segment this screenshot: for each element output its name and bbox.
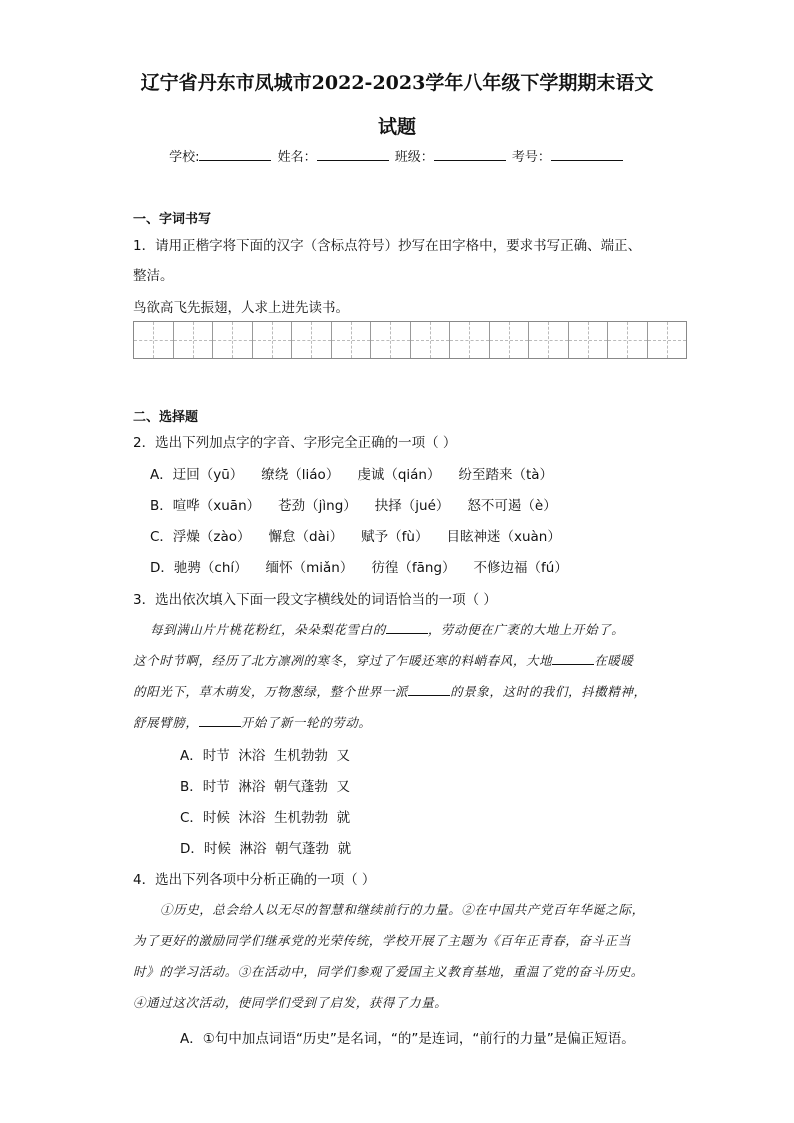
q3-blank-4[interactable] bbox=[199, 715, 241, 727]
grid-cell[interactable] bbox=[174, 322, 214, 358]
q3-stem: 3．选出依次填入下面一段文字横线处的词语恰当的一项（ ） bbox=[133, 592, 497, 608]
q2-stem: 2．选出下列加点字的字音、字形完全正确的一项（ ） bbox=[133, 435, 457, 451]
grid-cell[interactable] bbox=[411, 322, 451, 358]
grid-cell[interactable] bbox=[529, 322, 569, 358]
grid-cell[interactable] bbox=[490, 322, 530, 358]
id-blank[interactable] bbox=[551, 148, 623, 161]
q2-option-b[interactable] bbox=[150, 494, 575, 514]
grid-cell[interactable] bbox=[253, 322, 293, 358]
grid-cell[interactable] bbox=[213, 322, 253, 358]
q3-passage-line1: 每到满山片片桃花粉红，朵朵梨花雪白的 ，劳动便在广袤的大地上开始了。 bbox=[150, 622, 625, 637]
grid-cell[interactable] bbox=[608, 322, 648, 358]
q2-option-term: 懈怠（dài） bbox=[268, 529, 344, 545]
q2-option-term: 缅怀（miǎn） bbox=[265, 560, 354, 576]
q4-option-a[interactable]: A．①句中加点词语“历史”是名词，“的”是连词，“前行的力量”是偏正短语。 bbox=[180, 1031, 635, 1047]
q2-option-term: 目眩神迷（xuàn） bbox=[446, 529, 561, 545]
section2-heading: 二、选择题 bbox=[133, 410, 199, 425]
grid-cell[interactable] bbox=[332, 322, 372, 358]
q2-option-term: 赋予（fù） bbox=[361, 529, 429, 545]
q2-option-term: A．迂回（yū） bbox=[150, 467, 244, 483]
name-blank[interactable] bbox=[317, 148, 389, 161]
q3-option-c[interactable]: C．时候 沐浴 生机勃勃 就 bbox=[180, 810, 351, 826]
q2-option-a[interactable] bbox=[150, 463, 571, 483]
q2-option-term: 彷徨（fāng） bbox=[371, 560, 456, 576]
q3-passage-line3: 的阳光下，草木萌发，万物葱绿，整个世界一派 的景象，这时的我们，抖擞精神， bbox=[133, 684, 647, 699]
q4-stem: 4．选出下列各项中分析正确的一项（ ） bbox=[133, 872, 376, 888]
class-label: 班级： bbox=[394, 150, 434, 165]
q2-option-c[interactable] bbox=[150, 525, 579, 545]
q3-option-d[interactable]: D．时候 淋浴 朝气蓬勃 就 bbox=[180, 841, 352, 857]
q3-blank-3[interactable] bbox=[408, 684, 450, 696]
q1-stem-line1: 1．请用正楷字将下面的汉字（含标点符号）抄写在田字格中，要求书写正确、端正、 bbox=[133, 238, 642, 254]
grid-cell[interactable] bbox=[569, 322, 609, 358]
school-label: 学校: bbox=[169, 150, 200, 165]
q3-option-a[interactable]: A．时节 沐浴 生机勃勃 又 bbox=[180, 748, 350, 764]
grid-cell[interactable] bbox=[648, 322, 687, 358]
q2-option-term: 虔诚（qián） bbox=[357, 467, 441, 483]
grid-cell[interactable] bbox=[292, 322, 332, 358]
school-blank[interactable] bbox=[199, 148, 271, 161]
q2-option-term: C．浮燥（zào） bbox=[150, 529, 251, 545]
q4-passage-line1: ①历史，总会给人以无尽的智慧和继续前行的力量。②在中国共产党百年华诞之际， bbox=[160, 902, 645, 917]
q4-passage-line3: 时》的学习活动。③在活动中，同学们参观了爱国主义教育基地，重温了党的奋斗历史。 bbox=[133, 964, 644, 979]
q2-option-term: 苍劲（jìng） bbox=[278, 498, 357, 514]
id-label: 考号： bbox=[511, 150, 551, 165]
grid-cell[interactable] bbox=[371, 322, 411, 358]
q2-option-term: 纷至踏来（tà） bbox=[458, 467, 554, 483]
q2-option-term: 缭绕（liáo） bbox=[261, 467, 340, 483]
grid-cell[interactable] bbox=[134, 322, 174, 358]
q2-option-d[interactable] bbox=[150, 556, 586, 576]
q2-option-term: 怒不可遏（è） bbox=[467, 498, 557, 514]
q3-passage-line2: 这个时节啊，经历了北方凛冽的寒冬，穿过了乍暖还寒的料峭春风，大地 在暖暖 bbox=[133, 653, 634, 668]
name-label: 姓名： bbox=[277, 150, 317, 165]
class-blank[interactable] bbox=[434, 148, 506, 161]
q4-passage-line2: 为了更好的激励同学们继承党的光荣传统，学校开展了主题为《百年正青春，奋斗正当 bbox=[133, 933, 631, 948]
q3-option-b[interactable]: B．时节 淋浴 朝气蓬勃 又 bbox=[180, 779, 351, 795]
q4-passage-line4: ④通过这次活动，使同学们受到了启发，获得了力量。 bbox=[133, 995, 448, 1010]
q3-blank-2[interactable] bbox=[552, 653, 594, 665]
tianzige-grid[interactable] bbox=[133, 321, 687, 359]
q2-option-term: 不修边福（fú） bbox=[473, 560, 568, 576]
q2-option-term: 抉择（jué） bbox=[374, 498, 450, 514]
page-title-line1: 辽宁省丹东市凤城市2022-2023学年八年级下学期期末语文 bbox=[140, 72, 654, 94]
q3-passage-line4: 舒展臂膀， 开始了新一轮的劳动。 bbox=[133, 715, 372, 730]
q1-stem-line2: 整洁。 bbox=[133, 268, 174, 284]
student-info-row bbox=[0, 146, 794, 165]
grid-cell[interactable] bbox=[450, 322, 490, 358]
page-title-line2: 试题 bbox=[377, 116, 416, 138]
section1-heading: 一、字词书写 bbox=[133, 212, 212, 227]
q3-blank-1[interactable] bbox=[386, 622, 428, 634]
q2-option-term: D．驰骋（chí） bbox=[150, 560, 248, 576]
q1-copy-text: 鸟欲高飞先振翅，人求上进先读书。 bbox=[133, 300, 349, 316]
q2-option-term: B．喧哗（xuān） bbox=[150, 498, 261, 514]
